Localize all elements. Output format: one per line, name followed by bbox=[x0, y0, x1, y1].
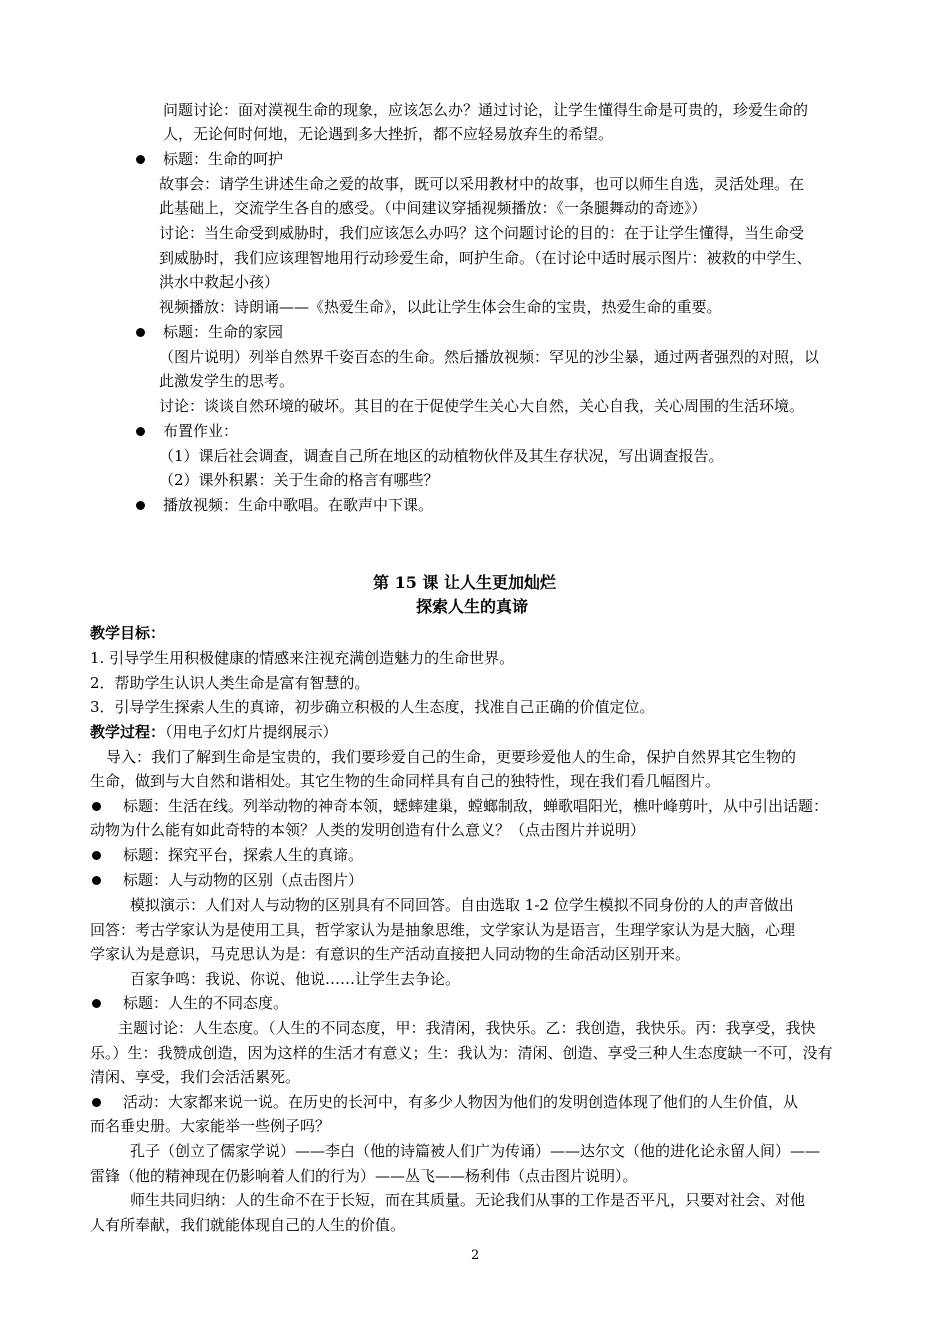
bullet-text: 标题：人生的不同态度。 bbox=[123, 994, 289, 1012]
bullet-icon bbox=[136, 155, 145, 164]
paragraph-line: 雷锋（他的精神现在仍影响着人们的行为）——丛飞——杨利伟（点击图片说明）。 bbox=[90, 1167, 638, 1185]
goal-item: 1. 引导学生用积极健康的情感来注视充满创造魅力的生命世界。 bbox=[90, 649, 515, 667]
bullet-text: 标题：人与动物的区别（点击图片） bbox=[123, 871, 364, 889]
paragraph-line: 主题讨论：人生态度。（人生的不同态度，甲：我清闲，我快乐。乙：我创造，我快乐。丙：我享受，我快 bbox=[118, 1019, 816, 1037]
process-note: （用电子幻灯片提纲展示） bbox=[165, 723, 338, 741]
goal-item: 2．帮助学生认识人类生命是富有智慧的。 bbox=[90, 674, 370, 692]
bullet-icon bbox=[136, 427, 145, 436]
paragraph-line: 孔子（创立了儒家学说）——李白（他的诗篇被人们广为传诵）——达尔文（他的进化论永留人间）—— bbox=[130, 1142, 821, 1160]
paragraph-line: 人，无论何时何地，无论遇到多大挫折，都不应轻易放弃生的希望。 bbox=[163, 125, 614, 143]
bullet-icon bbox=[136, 328, 145, 337]
bullet-icon bbox=[92, 851, 101, 860]
goal-item: 3．引导学生探索人生的真谛，初步确立积极的人生态度，找准自己正确的价值定位。 bbox=[90, 698, 655, 716]
paragraph-line: 动物为什么能有如此奇特的本领？人类的发明创造有什么意义？（点击图片并说明） bbox=[90, 821, 646, 839]
bullet-icon bbox=[92, 999, 101, 1008]
paragraph-line: 学家认为是意识，马克思认为是：有意识的生产活动直接把人同动物的生命活动区别开来。 bbox=[90, 945, 691, 963]
lesson-subtitle: 探索人生的真谛 bbox=[416, 597, 529, 616]
paragraph-line: 模拟演示：人们对人与动物的区别具有不同回答。自由选取 1-2 位学生模拟不同身份的人的声音做出 bbox=[130, 896, 794, 914]
paragraph-line: 乐。）生：我赞成创造，因为这样的生活才有意义；生：我认为：清闲、创造、享受三种人生态度缺一不可，没有 bbox=[90, 1044, 833, 1062]
paragraph-line: 而名垂史册。大家能举一些例子吗？ bbox=[90, 1117, 331, 1135]
paragraph-line: 生命，做到与大自然和谐相处。其它生物的生命同样具有自己的独特性，现在我们看几幅图片。 bbox=[90, 772, 721, 790]
bullet-text: 标题：探究平台，探索人生的真谛。 bbox=[123, 846, 364, 864]
paragraph-line: 清闲、享受，我们会活活累死。 bbox=[90, 1068, 301, 1086]
paragraph-line: 此基础上，交流学生各自的感受。（中间建议穿插视频播放：《一条腿舞动的奇迹》） bbox=[159, 199, 707, 217]
paragraph-line: （2）课外积累：关于生命的格言有哪些？ bbox=[159, 471, 439, 489]
paragraph-line: 到威胁时，我们应该理智地用行动珍爱生命，呵护生命。（在讨论中适时展示图片：被救的中学生、 bbox=[159, 249, 812, 267]
bullet-text: 标题：生活在线。列举动物的神奇本领，蟋蟀建巢，螳螂制敌，蝉歌唱阳光，樵叶峰剪叶，从中引出话题： bbox=[123, 797, 829, 815]
process-heading-row bbox=[90, 722, 338, 742]
bullet-icon bbox=[92, 1098, 101, 1107]
paragraph-line: 问题讨论：面对漠视生命的现象，应该怎么办？通过讨论，让学生懂得生命是可贵的，珍爱生命的 bbox=[163, 101, 809, 119]
lesson-title: 第 15 课 让人生更加灿烂 bbox=[373, 573, 556, 592]
bullet-text: 活动：大家都来说一说。在历史的长河中，有多少人物因为他们的发明创造体现了他们的人生价值，从 bbox=[123, 1093, 799, 1111]
paragraph-line: 人有所奉献，我们就能体现自己的人生的价值。 bbox=[90, 1216, 406, 1234]
bullet-icon bbox=[92, 876, 101, 885]
paragraph-line: 讨论：当生命受到威胁时，我们应该怎么办吗？这个问题讨论的目的：在于让学生懂得，当生命受 bbox=[159, 224, 805, 242]
paragraph-line: 百家争鸣：我说、你说、他说……让学生去争论。 bbox=[130, 970, 461, 988]
bullet-heading: 标题：生命的家园 bbox=[163, 323, 284, 341]
paragraph-line: 故事会：请学生讲述生命之爱的故事，既可以采用教材中的故事，也可以师生自选，灵活处理。在 bbox=[159, 175, 805, 193]
bullet-heading: 标题：生命的呵护 bbox=[163, 150, 284, 168]
paragraph-line: 此激发学生的思考。 bbox=[159, 372, 295, 390]
paragraph-line: 回答：考古学家认为是使用工具，哲学家认为是抽象思维，文学家认为是语言，生理学家认为是大脑，心理 bbox=[90, 921, 796, 939]
bullet-heading: 布置作业： bbox=[163, 422, 239, 440]
process-heading: 教学过程： bbox=[90, 723, 166, 741]
paragraph-line: （图片说明）列举自然界千姿百态的生命。然后播放视频：罕见的沙尘暴，通过两者强烈的对照，以 bbox=[159, 348, 820, 366]
paragraph-line: 讨论：谈谈自然环境的破坏。其目的在于促使学生关心大自然，关心自我，关心周围的生活环境。 bbox=[159, 397, 805, 415]
bullet-icon bbox=[92, 802, 101, 811]
paragraph-line: 洪水中救起小孩） bbox=[159, 273, 280, 291]
paragraph-line: 师生共同归纳：人的生命不在于长短，而在其质量。无论我们从事的工作是否平凡，只要对社会、对他 bbox=[130, 1191, 806, 1209]
goals-heading: 教学目标： bbox=[90, 624, 166, 642]
paragraph-line: 视频播放：诗朗诵——《热爱生命》，以此让学生体会生命的宝贵，热爱生命的重要。 bbox=[159, 298, 722, 316]
page-number: 2 bbox=[471, 1248, 480, 1263]
paragraph-line: （1）课后社会调查，调查自己所在地区的动植物伙伴及其生存状况，写出调查报告。 bbox=[159, 447, 724, 465]
bullet-icon bbox=[136, 501, 145, 510]
paragraph-line: 导入：我们了解到生命是宝贵的，我们要珍爱自己的生命，更要珍爱他人的生命，保护自然界其它生物的 bbox=[106, 748, 797, 766]
bullet-heading: 播放视频：生命中歌唱。在歌声中下课。 bbox=[163, 496, 434, 514]
